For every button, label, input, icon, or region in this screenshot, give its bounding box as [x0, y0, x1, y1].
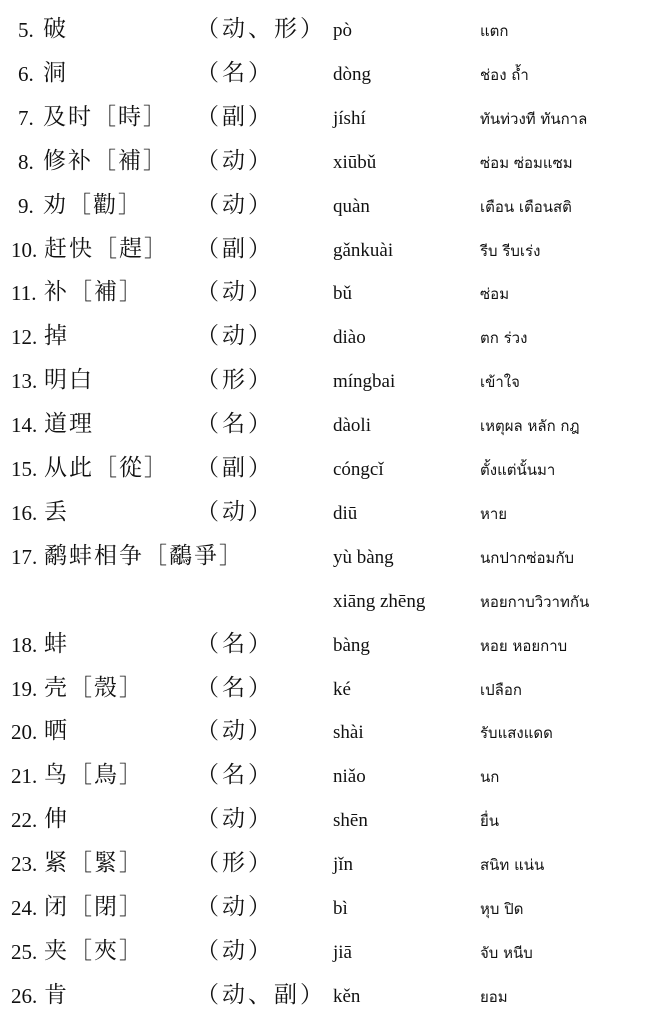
- entry-number: 14.: [11, 413, 38, 438]
- vocab-entry: [0, 625, 659, 665]
- chinese-word: 蚌: [44, 630, 69, 657]
- vocab-entry: [0, 537, 659, 577]
- vocab-entry: [0, 10, 659, 50]
- chinese-word: 紧［緊］: [44, 850, 144, 877]
- thai-meaning: หอย หอยกาบ: [480, 636, 568, 655]
- chinese-word: 洞: [43, 59, 68, 86]
- thai-meaning: ซ่อม: [480, 285, 510, 304]
- pinyin: xiūbǔ: [333, 151, 377, 173]
- pinyin: jǐn: [333, 854, 354, 876]
- pinyin: dòng: [333, 63, 371, 85]
- entry-number: 18.: [11, 632, 38, 657]
- entry-number: 17.: [11, 544, 38, 569]
- thai-meaning: หาย: [480, 504, 508, 523]
- pinyin: shài: [333, 722, 364, 744]
- part-of-speech: （动）: [196, 718, 274, 745]
- pinyin: cóngcǐ: [333, 459, 384, 480]
- entry-number: 22.: [11, 808, 38, 833]
- chinese-word: 从此［從］: [44, 455, 169, 481]
- part-of-speech: （动、形）: [196, 16, 326, 42]
- chinese-word: 鸟［鳥］: [44, 762, 144, 789]
- vocab-entry: [0, 230, 659, 270]
- vocab-entry: [0, 888, 659, 928]
- thai-meaning: รีบ รีบเร่ง: [480, 241, 541, 260]
- chinese-word: 补［補］: [44, 279, 144, 306]
- chinese-word: 丢: [44, 498, 69, 525]
- chinese-word: 肯: [44, 981, 69, 1008]
- chinese-word: 道理: [44, 411, 94, 438]
- pinyin: pò: [333, 20, 352, 41]
- entry-number: 23.: [11, 852, 38, 877]
- part-of-speech: （动）: [196, 191, 274, 218]
- thai-meaning: สนิท แน่น: [480, 856, 545, 875]
- pinyin: yù bàng: [333, 546, 394, 568]
- entry-number: 13.: [11, 369, 38, 394]
- thai-meaning: เปลือก: [480, 680, 522, 699]
- part-of-speech: （形）: [196, 367, 274, 394]
- thai-meaning: จับ หนีบ: [480, 943, 533, 962]
- pinyin: quàn: [333, 195, 370, 217]
- part-of-speech: （动）: [196, 498, 274, 525]
- thai-meaning: ซ่อม ซ่อมแซม: [480, 153, 573, 172]
- part-of-speech: （名）: [196, 59, 274, 86]
- pinyin: ké: [333, 678, 351, 700]
- part-of-speech: （动）: [196, 806, 274, 833]
- entry-number: 11.: [11, 281, 37, 306]
- part-of-speech: （副）: [196, 455, 274, 481]
- pinyin: bàng: [333, 634, 370, 656]
- pinyin: dàoli: [333, 415, 371, 437]
- vocab-entry: [0, 98, 659, 138]
- entry-number: 24.: [11, 896, 38, 920]
- part-of-speech: （名）: [196, 762, 274, 789]
- pinyin: jíshí: [333, 107, 366, 129]
- vocab-entry: [0, 405, 659, 445]
- part-of-speech: （名）: [196, 411, 274, 438]
- entry-number: 7.: [18, 105, 34, 130]
- chinese-word: 闭［閉］: [44, 894, 144, 920]
- chinese-word: 鹬蚌相争［鷸爭］: [44, 542, 244, 569]
- chinese-word: 赶快［趕］: [44, 235, 169, 262]
- entry-number: 15.: [11, 457, 38, 481]
- pinyin: bǔ: [333, 283, 352, 305]
- entry-number: 25.: [11, 939, 38, 964]
- chinese-word: 伸: [44, 806, 69, 833]
- entry-number: 9.: [18, 193, 34, 218]
- entry-number: 5.: [18, 18, 34, 42]
- thai-meaning: หุบ ปิด: [480, 900, 524, 918]
- part-of-speech: （动、副）: [196, 981, 326, 1008]
- vocab-entry: [0, 800, 659, 840]
- vocab-entry: [0, 581, 659, 621]
- vocab-entry: [0, 669, 659, 709]
- vocab-entry: [0, 493, 659, 533]
- entry-number: 26.: [11, 983, 38, 1008]
- chinese-word: 修补［補］: [43, 147, 168, 174]
- part-of-speech: （动）: [196, 279, 274, 306]
- vocab-entry: [0, 54, 659, 94]
- vocab-entry: [0, 142, 659, 182]
- chinese-word: 晒: [44, 718, 69, 745]
- entry-number: 6.: [18, 61, 34, 86]
- thai-meaning: นก: [480, 768, 500, 787]
- pinyin: shēn: [333, 810, 368, 832]
- vocab-entry: [0, 712, 659, 752]
- pinyin: jiā: [333, 941, 352, 963]
- part-of-speech: （动）: [196, 937, 274, 964]
- chinese-word: 掉: [44, 323, 69, 350]
- pinyin: diū: [333, 502, 358, 524]
- vocab-entry: [0, 976, 659, 1016]
- part-of-speech: （副）: [196, 235, 274, 262]
- thai-meaning: หอยกาบวิวาทกัน: [480, 592, 590, 611]
- chinese-word: 破: [43, 16, 68, 42]
- pinyin: bì: [333, 898, 348, 919]
- pinyin: xiāng zhēng: [333, 590, 426, 612]
- chinese-word: 壳［殼］: [44, 674, 144, 701]
- vocab-entry: [0, 932, 659, 972]
- vocab-entry: [0, 756, 659, 796]
- entry-number: 16.: [11, 500, 38, 525]
- thai-meaning: ยื่น: [480, 812, 500, 831]
- part-of-speech: （动）: [196, 323, 274, 350]
- chinese-word: 夹［夾］: [44, 937, 144, 964]
- pinyin: niǎo: [333, 766, 366, 788]
- thai-meaning: ยอม: [480, 987, 508, 1006]
- part-of-speech: （副）: [196, 103, 274, 130]
- thai-meaning: เตือน เตือนสติ: [480, 197, 572, 216]
- pinyin: gǎnkuài: [333, 239, 394, 261]
- thai-meaning: เหตุผล หลัก กฎ: [480, 417, 580, 436]
- part-of-speech: （名）: [196, 630, 274, 657]
- thai-meaning: ช่อง ถ้ำ: [480, 65, 529, 84]
- thai-meaning: ทันท่วงที ทันกาล: [480, 109, 588, 128]
- thai-meaning: นกปากซ่อมกับ: [480, 548, 575, 567]
- entry-number: 8.: [18, 149, 34, 174]
- entry-number: 21.: [11, 764, 38, 789]
- pinyin: kěn: [333, 985, 361, 1007]
- chinese-word: 及时［時］: [43, 103, 168, 130]
- vocab-entry: [0, 361, 659, 401]
- entry-number: 12.: [11, 325, 38, 350]
- thai-meaning: ตก ร่วง: [480, 329, 528, 348]
- entry-number: 20.: [11, 720, 38, 745]
- chinese-word: 劝［勸］: [43, 191, 143, 218]
- vocab-entry: [0, 844, 659, 884]
- entry-number: 10.: [11, 237, 38, 262]
- thai-meaning: ตั้งแต่นั้นมา: [480, 461, 556, 479]
- part-of-speech: （名）: [196, 674, 274, 701]
- part-of-speech: （形）: [196, 850, 274, 877]
- vocab-entry: [0, 449, 659, 489]
- pinyin: diào: [333, 327, 366, 349]
- chinese-word: 明白: [44, 367, 94, 394]
- vocab-entry: [0, 317, 659, 357]
- vocab-entry: [0, 186, 659, 226]
- vocab-entry: [0, 273, 659, 313]
- entry-number: 19.: [11, 676, 38, 701]
- pinyin: míngbai: [333, 371, 396, 393]
- part-of-speech: （动）: [196, 147, 274, 174]
- thai-meaning: แตก: [480, 22, 509, 40]
- part-of-speech: （动）: [196, 894, 274, 920]
- thai-meaning: เข้าใจ: [480, 373, 520, 392]
- thai-meaning: รับแสงแดด: [480, 724, 553, 743]
